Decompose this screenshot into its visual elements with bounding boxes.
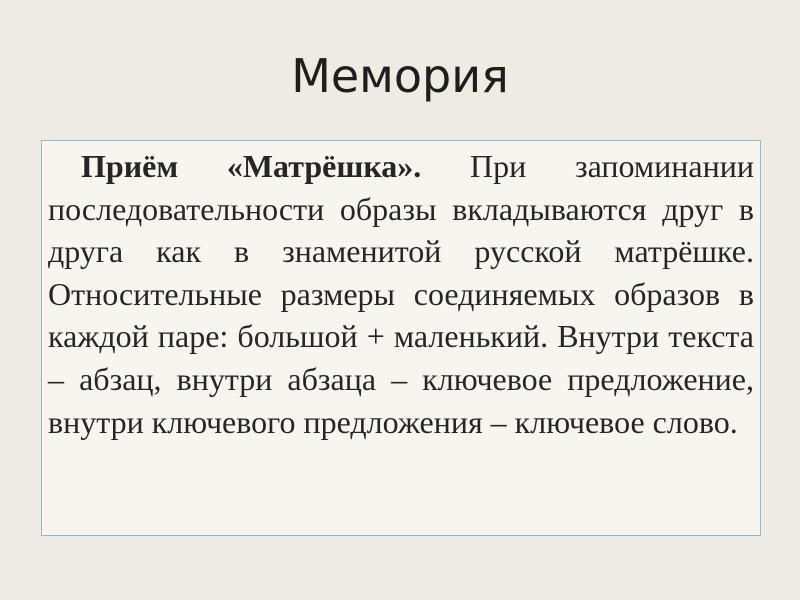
body-text: При запоминании последовательности образы вкладываются друг в друга как в знаменитой русской матрёшке. Относительные размеры соединяемых образов в каждой паре: большой + маленький. Внутри текста – абзац, внутри абзаца – ключевое предложение, внутри ключевого предложения – ключевое слово. [48, 148, 755, 440]
slide-title: Мемория [291, 49, 509, 103]
content-box [41, 140, 761, 536]
technique-name: Приём «Матрёшка». [81, 148, 422, 184]
body-paragraph [48, 145, 754, 443]
